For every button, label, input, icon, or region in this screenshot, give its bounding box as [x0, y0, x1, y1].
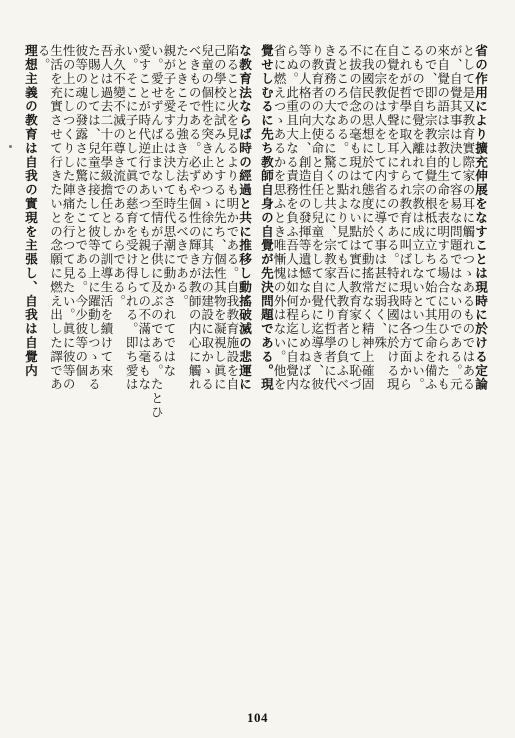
- left-text-column: [22, 44, 252, 708]
- text-line: 愛すことが時代逆行であつても親としての不滿は毫もな: [136, 44, 152, 392]
- text-line: 在の宗教は人をして内省に導く事は甚だ弱く、殊: [372, 44, 388, 350]
- text-line: ので、即ち宗教は自覺の根柢に立ちて始て其生命を備ふ: [422, 44, 438, 392]
- text-line: 理想主義の教育は自我の實現を主張し、自我は自覺内: [22, 44, 38, 378]
- text-line: るもので自覺を離れて宗教は成立しないといつてよい。: [410, 44, 426, 392]
- text-line: い。そこに子として眞の慈育を受け得られる。即ち愛は: [123, 44, 139, 392]
- text-line: として是又教育實際家の耳に觸れつゝあるものではある: [460, 44, 476, 392]
- text-line: る。: [35, 44, 51, 72]
- text-line: 陷ること火を見るよりも明かである。自我教育施設を自: [224, 44, 240, 392]
- text-line: た賜としては、兒童に接して彼等の上に躍動しつゝある: [85, 44, 101, 392]
- text-line: るところである。この點より見ても吾人教育者の負ふべ: [334, 44, 350, 392]
- text-line: 兒童の個性を突き止めつゝ徐に其方法の建設に取かゝる: [199, 44, 215, 392]
- text-line: 生活を充實させて行きたいとの念願に燃え出した譯であ: [48, 44, 64, 392]
- text-line: 不拔の信念の毫も現はれない點は實に教育家として恥づ: [347, 44, 363, 392]
- text-line: らぬ。此重且大なる責務を負ふ吾人は如何程迄に自覺内: [284, 44, 300, 392]
- text-line: 己の學校に試みんとするに先ち、個性其物を凝視し眞に: [211, 44, 227, 392]
- text-line: 等の人格の向上、創造性の發揮等遺憾なからしめねばな: [296, 44, 312, 392]
- text-line: 親が子を愛するは決して時代思潮に動かされてではな: [161, 44, 177, 378]
- text-line: に我國民の思想に於て態度に於て動搖常なく精神上確固: [359, 44, 375, 392]
- right-text-column: [258, 44, 488, 708]
- text-line: 永久不變不滅の尊き流であるからである。: [111, 44, 127, 309]
- text-line: り教育者の大使命と自任し兒童をして自覺に迄導き、彼: [309, 44, 325, 392]
- text-line: たときこそ力強き方法も生るべきである。: [174, 44, 190, 309]
- text-line: 性の上にしつくりした陣痛を行つて見たい。眞に彼等の: [60, 44, 76, 392]
- text-line: これが哲學に取入れられ教育に叫ばれ現時は各方面から: [397, 44, 413, 392]
- page-number: 104: [247, 710, 268, 725]
- text-line: き責務の大なるに驚くと共に、宗教家に代り哲學者に代: [321, 44, 337, 392]
- gutter-dot: [9, 145, 12, 148]
- text-line: 省に燃えつゝあるかを思ふとき唯慚愧の外はない。他を: [271, 44, 287, 392]
- text-line: な教育法ならば時の經過と共に推移し動搖破滅の悲運に: [237, 44, 252, 392]
- text-line: 省の作用により擴充伸展をなすことは現時に於ける定論: [473, 44, 488, 392]
- text-line: 覺せしむるに先ち教師自身の自覺が先決問題である。現: [258, 44, 274, 392]
- text-line: 來自覺の語は宗教的生命を表明する場合に用ひられたも: [435, 44, 451, 392]
- text-line: が、自覺其事は決して容易な問題ではないのである。元: [447, 44, 463, 392]
- text-line: い。愛せずんば止まない至情が子供に及ぶのである。たとひ: [148, 44, 164, 420]
- text-line: べきものである。必ずや個性の輝きが教師の内心に觸れ: [186, 44, 202, 392]
- text-line: 吾人は過去二十年學級擔任として訓導生活を續けて來: [98, 44, 114, 378]
- text-line: 自覺を促す聲を耳にするのである。特に我國に於ける現: [384, 44, 400, 392]
- text-line: 彼等の魂の發露さに驚きたことである。今少彼等の個: [73, 44, 89, 378]
